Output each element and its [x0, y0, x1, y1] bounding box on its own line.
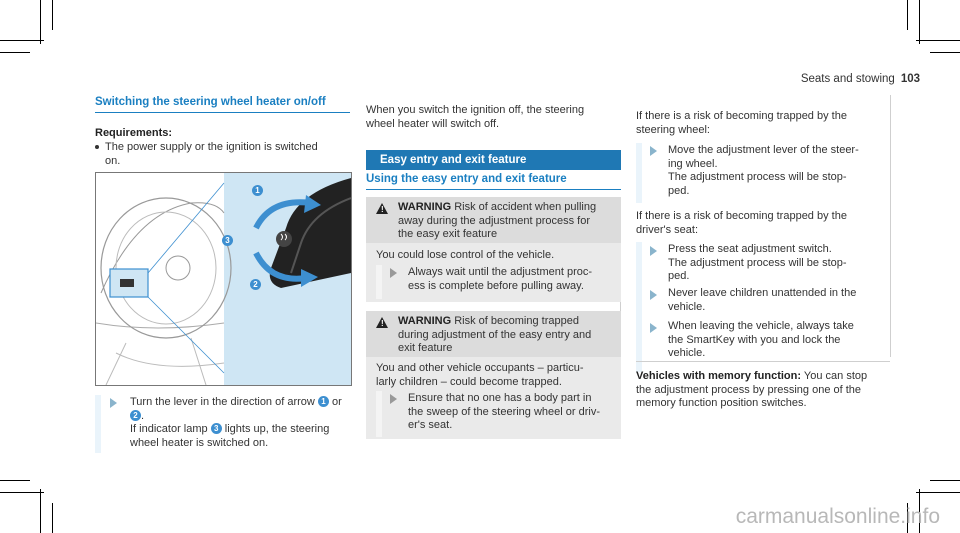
page-number: 103	[900, 73, 920, 85]
steering-wheel-hub	[166, 256, 190, 280]
crop-mark	[0, 480, 30, 481]
warning-title	[398, 201, 596, 242]
step-text	[668, 243, 847, 284]
warning-body	[376, 362, 584, 389]
leader-line	[148, 297, 224, 373]
intro-paragraph	[366, 104, 584, 131]
feature-title-bar: Easy entry and exit feature	[366, 150, 621, 170]
step-line: The adjustment process will be stop-	[668, 256, 847, 269]
lever-detail	[120, 279, 134, 287]
step-text-part: Turn the lever in the direction of arrow	[130, 396, 315, 408]
warning-action-line: ess is complete before pulling away.	[408, 279, 584, 292]
step-text-part: wheel heater is switched on.	[130, 436, 269, 449]
crop-mark	[930, 52, 960, 53]
step-arrow-icon	[110, 398, 117, 408]
warning-line: Risk of becoming trapped	[454, 315, 579, 327]
warning-body-line: larly children – could become trapped.	[376, 375, 562, 388]
crop-mark	[52, 0, 53, 30]
step-marker	[636, 143, 642, 203]
step-text-part: lights up, the steering	[224, 423, 330, 435]
column-divider	[890, 95, 891, 357]
warning-box	[366, 197, 621, 302]
warning-action-line: Ensure that no one has a body part in	[408, 392, 592, 404]
section-title: Switching the steering wheel heater on/off	[95, 96, 350, 113]
crop-mark	[0, 492, 44, 493]
watermark: carmanualsonline.info	[735, 505, 940, 528]
step-line: ped.	[668, 184, 690, 197]
warning-action	[408, 266, 592, 293]
step-arrow-icon	[650, 290, 657, 300]
paragraph-line: You can stop	[803, 370, 868, 382]
crop-mark	[916, 40, 960, 41]
step-text-part: or	[331, 396, 342, 408]
warning-line: the easy exit feature	[398, 228, 498, 240]
requirements-label: Requirements:	[95, 127, 173, 139]
step-line: When leaving the vehicle, always take	[668, 320, 854, 332]
requirement-continued: on.	[105, 155, 121, 167]
console-line	[106, 338, 206, 385]
warning-icon: !	[376, 317, 388, 328]
step-line: vehicle.	[668, 347, 706, 359]
paragraph-line: steering wheel:	[636, 123, 710, 136]
step-marker	[376, 391, 382, 437]
step-arrow-icon	[650, 146, 657, 156]
step-marker	[95, 395, 101, 453]
requirement-item	[95, 141, 318, 155]
step-marker	[376, 265, 382, 299]
heater-switch	[276, 231, 292, 247]
memory-function-label: Vehicles with memory function:	[636, 370, 802, 382]
warning-label: WARNING	[398, 315, 452, 327]
header-section: Seats and stowing	[800, 73, 895, 85]
step-marker	[636, 242, 642, 372]
crop-mark	[0, 40, 44, 41]
step-line: Never leave children unattended in the	[668, 287, 857, 299]
callout-1: 1	[318, 396, 329, 407]
step-line: The adjustment process will be stop-	[668, 171, 847, 183]
step-arrow-icon	[390, 268, 397, 278]
condition-paragraph	[636, 110, 847, 137]
step-text	[130, 396, 342, 450]
warning-action-line: Always wait until the adjustment proc-	[408, 266, 593, 278]
warning-action	[408, 392, 600, 433]
warning-title	[398, 315, 591, 356]
callout-2: 2	[250, 279, 261, 290]
step-arrow-icon	[650, 246, 657, 256]
crop-mark	[0, 52, 30, 53]
crop-mark	[930, 480, 960, 481]
warning-line: exit feature	[398, 342, 453, 354]
step-line: Move the adjustment lever of the steer-	[668, 144, 859, 156]
step-line: ing wheel.	[668, 157, 718, 170]
warning-line: during adjustment of the easy entry and	[398, 328, 592, 341]
crop-mark	[916, 492, 960, 493]
warning-label: WARNING	[398, 201, 452, 213]
steering-wheel-figure	[95, 172, 352, 386]
steering-wheel-illustration	[96, 173, 351, 385]
step-text	[668, 287, 856, 314]
step-text-part: .	[141, 409, 145, 422]
intro-line: When you switch the ignition off, the steering	[366, 104, 585, 116]
warning-action-line: er's seat.	[408, 419, 453, 431]
crop-mark	[40, 489, 41, 533]
step-text	[668, 320, 854, 361]
callout-3: 3	[222, 235, 233, 246]
paragraph-line: the adjustment process by pressing one of the	[636, 383, 862, 396]
step-arrow-icon	[650, 323, 657, 333]
warning-line: Risk of accident when pulling	[454, 201, 597, 213]
callout-1: 1	[252, 185, 263, 196]
divider-line	[636, 361, 890, 362]
warning-icon: !	[376, 203, 388, 214]
paragraph-line: If there is a risk of becoming trapped by the	[636, 110, 847, 122]
condition-paragraph	[636, 210, 847, 237]
running-header	[801, 73, 920, 85]
paragraph-line: If there is a risk of becoming trapped by the	[636, 210, 847, 222]
memory-function-paragraph	[636, 370, 867, 411]
warning-body-line: You and other vehicle occupants – particu-	[376, 362, 584, 374]
crop-mark	[919, 0, 920, 44]
crop-mark	[40, 0, 41, 44]
warning-line: away during the adjustment process for	[398, 214, 590, 227]
intro-line: wheel heater will switch off.	[366, 117, 500, 130]
crop-mark	[907, 0, 908, 30]
step-text-part: If indicator lamp	[130, 423, 208, 435]
step-line: Press the seat adjustment switch.	[668, 243, 832, 255]
bullet-icon	[95, 145, 99, 149]
paragraph-line: driver's seat:	[636, 223, 699, 236]
warning-action-line: the sweep of the steering wheel or driv-	[408, 405, 600, 418]
console-line	[116, 353, 224, 366]
step-text	[668, 144, 859, 198]
step-line: vehicle.	[668, 300, 706, 313]
step-arrow-icon	[390, 394, 397, 404]
warning-body: You could lose control of the vehicle.	[376, 249, 555, 261]
step-line: the SmartKey with you and lock the	[668, 333, 841, 346]
crop-mark	[52, 503, 53, 533]
requirement-text: The power supply or the ignition is switched	[105, 141, 318, 153]
step-line: ped.	[668, 270, 690, 282]
callout-2: 2	[130, 410, 141, 421]
paragraph-line: memory function position switches.	[636, 397, 807, 409]
callout-3: 3	[211, 423, 222, 434]
warning-box	[366, 311, 621, 439]
feature-subtitle: Using the easy entry and exit feature	[366, 173, 621, 190]
